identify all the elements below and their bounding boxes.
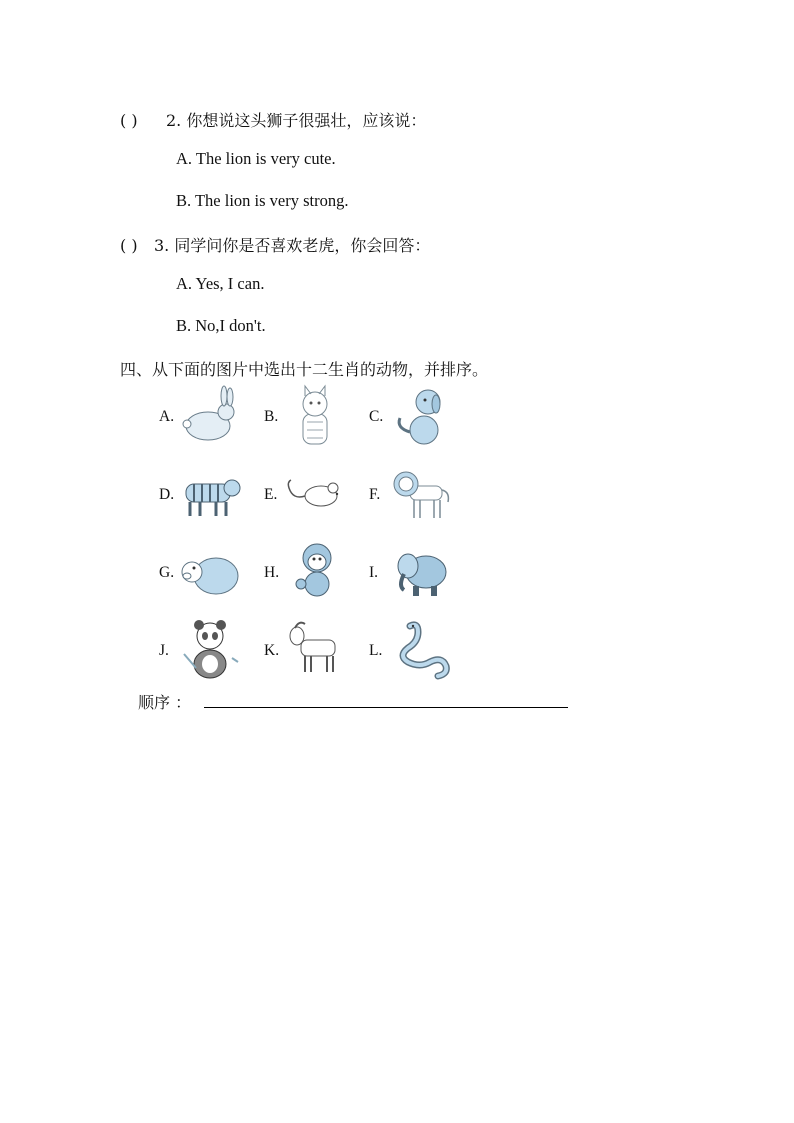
animal-option-c[interactable] <box>366 380 466 452</box>
panda-icon <box>178 618 242 682</box>
question-text: 同学问你是否喜欢老虎，你会回答： <box>174 236 431 255</box>
animal-option-g[interactable] <box>156 536 256 608</box>
animal-option-d[interactable] <box>156 458 256 530</box>
section-title: 四、从下面的图片中选出十二生肖的动物，并排序。 <box>120 360 489 379</box>
option-label: K. <box>264 642 280 659</box>
lion-icon <box>388 462 452 526</box>
option-label: E. <box>264 486 278 503</box>
animal-option-h[interactable] <box>261 536 361 608</box>
goat-icon <box>283 618 347 682</box>
animal-option-a[interactable] <box>156 380 256 452</box>
animal-option-k[interactable] <box>261 614 361 686</box>
option-label: I. <box>369 564 379 581</box>
animal-option-b[interactable] <box>261 380 361 452</box>
option-label: L. <box>369 642 383 659</box>
option-label: C. <box>369 408 384 425</box>
animal-option-l[interactable] <box>366 614 466 686</box>
monkey-icon <box>283 540 347 604</box>
q3-option-a: A. Yes, I can. <box>176 274 265 293</box>
option-label: A. <box>159 408 175 425</box>
option-label: H. <box>264 564 280 581</box>
question-2 <box>120 108 426 131</box>
q2-option-a: A. The lion is very cute. <box>176 149 336 168</box>
animal-option-i[interactable] <box>366 536 466 608</box>
cat-icon <box>283 384 347 448</box>
question-3 <box>120 233 430 256</box>
answer-blank[interactable]: ( ) <box>120 236 138 255</box>
pig-icon <box>178 540 242 604</box>
option-label: G. <box>159 564 175 581</box>
question-text: 你想说这头狮子很强壮，应该说： <box>186 111 427 130</box>
rabbit-icon <box>178 384 242 448</box>
option-label: F. <box>369 486 381 503</box>
dog-icon <box>388 384 452 448</box>
q3-option-b: B. No,I don't. <box>176 316 266 335</box>
animal-option-j[interactable] <box>156 614 256 686</box>
question-number: 3. <box>154 236 170 255</box>
q2-option-b: B. The lion is very strong. <box>176 191 349 210</box>
mouse-icon <box>283 462 347 526</box>
option-label: D. <box>159 486 175 503</box>
question-number: 2. <box>166 111 182 130</box>
option-label: B. <box>264 408 279 425</box>
elephant-icon <box>388 540 452 604</box>
option-label: J. <box>159 642 169 659</box>
tiger-icon <box>178 462 242 526</box>
animal-option-e[interactable] <box>261 458 361 530</box>
snake-icon <box>388 618 452 682</box>
order-label: 顺序 ： <box>138 693 192 712</box>
order-answer-line[interactable] <box>204 707 568 708</box>
animal-option-f[interactable] <box>366 458 466 530</box>
answer-blank[interactable]: ( ) <box>120 111 138 130</box>
